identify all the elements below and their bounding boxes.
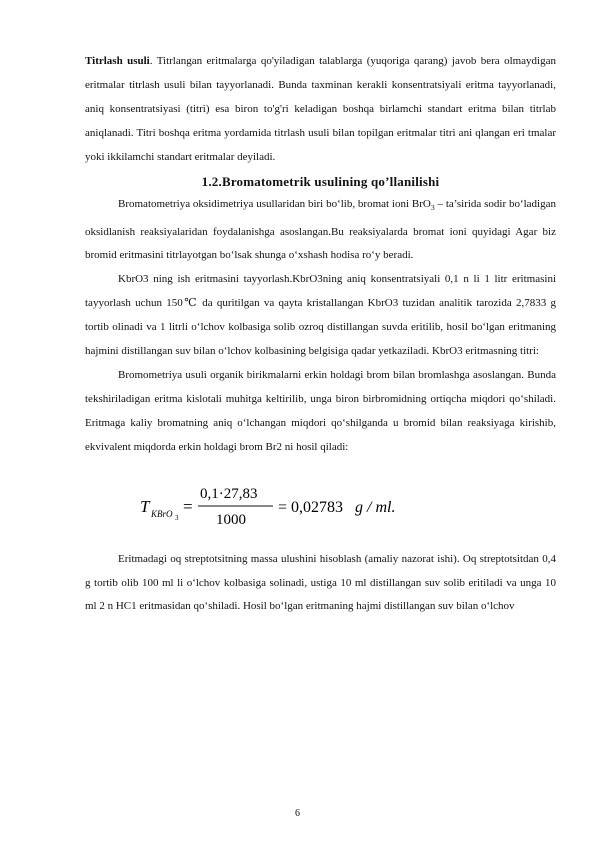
page-number: 6 <box>295 808 300 819</box>
formula-denominator: 1000 <box>216 511 246 528</box>
document-page <box>85 50 556 619</box>
formula-subscript: KBrO <box>151 508 173 519</box>
paragraph-titration-method <box>85 50 556 170</box>
formula-equals: = <box>183 496 193 516</box>
formula-subscript-index: 3 <box>175 513 179 522</box>
paragraph-bromatometry: Bromatometriya oksidimetriya usullaridan biri bo‘lib, bromat ioni BrO$_3$ – ta’sirida sodir bo‘ladigan oksidlanish reaksiyalaridan foydalanishga asoslangan.Bu reaksiyalarda bromat ioni quyidagi Agar biz bromid eritmasini titrlayotgan bo‘lsak shunga o‘xshash hodisa ro‘y beradi. <box>85 198 556 262</box>
section-heading: 1.2.Bromatometrik usulining qo’llanilishi <box>201 173 440 189</box>
formula-symbol: T <box>140 496 150 516</box>
formula-svg <box>140 476 440 534</box>
term-titration-method: Titrlash usuli <box>85 55 150 67</box>
titer-formula <box>85 476 556 534</box>
formula-result: = 0,02783 <box>278 498 344 516</box>
formula-unit: g / ml. <box>355 498 396 516</box>
paragraph-text: . Titrlangan eritmalarga qo'yiladigan talablarga (yuqoriga qarang) javob bera olmaydigan eritmalar titrlash usuli bilan tayyorlanadi. Bunda taxminan kerakli konsentratsiyali eritma tayyorlanadi, aniq konsentratsiyasi (titri) esa biron to'g'ri keladigan boshqa birlamchi standart eritma bilan titrlab aniqlanadi. Titri boshqa eritma yordamida titrlash usuli bilan topilgan eritmalar titri ani qlangan eri tmalar yoki ikkilamchi standart eritmalar deyiladi. <box>85 55 556 163</box>
formula-numerator: 0,1·27,83 <box>200 485 258 502</box>
paragraph-kbro3-preparation: KbrO3 ning ish eritmasini tayyorlash.KbrO3ning aniq konsentratsiyali 0,1 n li 1 litr eritmasini tayyorlash uchun 150℃ da quritilgan va qayta kristallangan KbrO3 tuzidan analitik tarozida 2,7833 g tortib olinadi va 1 litrli o‘lchov kolbasiga solib ozroq distillangan suvda eritilib, hosil bo‘lgan eritmaning hajmini distillangan suv bilan o‘lchov kolbasining belgisiga qadar yetkaziladi. KbrO3 eritmasning titri: <box>85 273 556 358</box>
paragraph-bromometry: Bromometriya usuli organik birikmalarni erkin holdagi brom bilan bromlashga asoslangan. Bunda tekshiriladigan eritma kislotali muhitga keltirilib, unga biron birbromidning ortiqcha miqdori qo‘shiladi. Eritmaga kaliy bromatning aniq o‘lchangan miqdori qo‘shilganda u bromid bilan reaksiyaga kirishib, ekvivalent miqdorda erkin holdagi brom Br2 ni hosil qiladi: <box>85 368 556 453</box>
paragraph-streptocide: Eritmadagi oq streptotsitning massa ulushini hisoblash (amaliy nazorat ishi). Oq streptotsitdan 0,4 g tortib olib 100 ml li o‘lchov kolbasiga solinadi, ustiga 10 ml distillangan suv solib eritiladi va unga 10 ml 2 n HC1 eritmasidan qo‘shiladi. Hosil bo‘lgan eritmaning hajmi distillangan suv bilan o‘lchov <box>85 552 556 613</box>
